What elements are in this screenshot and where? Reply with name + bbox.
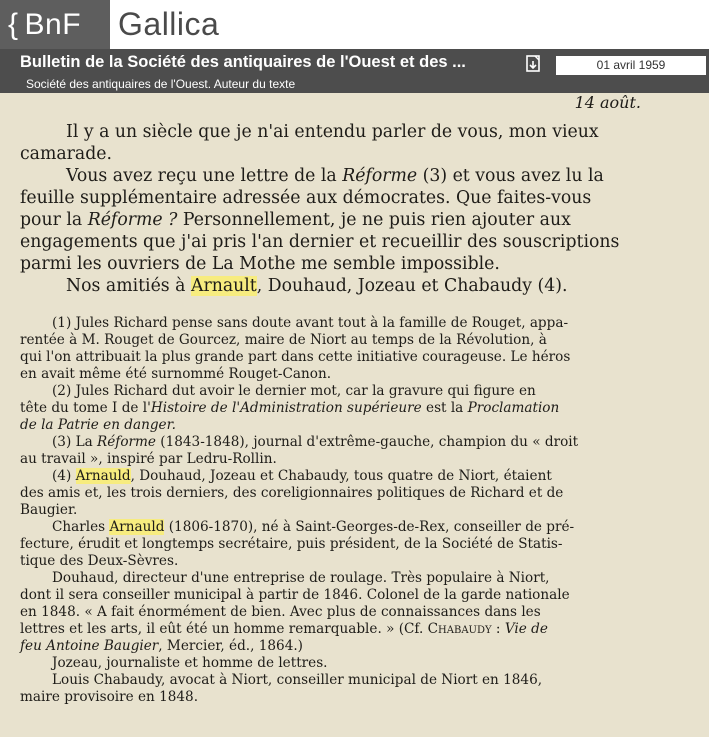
letter-line: pour la Réforme ? Personnellement, je ne puis rien ajouter aux	[20, 210, 571, 230]
footnote-line: des amis et, les trois derniers, des coreligionnaires politiques de Richard et de	[20, 485, 564, 501]
footnote-line: dont il sera conseiller municipal à partir de 1846. Colonel de la garde nationale	[20, 587, 570, 603]
footnote-line: (2) Jules Richard dut avoir le dernier mot, car la gravure qui figure en	[52, 383, 536, 399]
letter-line: feuille supplémentaire adressée aux démocrates. Que faites-vous	[20, 188, 592, 208]
letter-line: engagements que j'ai pris l'an dernier et recueillir des souscriptions	[20, 232, 620, 252]
footnote-line: qui l'on attribuait la plus grande part dans cette initiative courageuse. Le héros	[20, 349, 571, 365]
footnote-line: au travail », inspiré par Ledru-Rollin.	[20, 451, 277, 467]
footnote-line: Baugier.	[20, 502, 78, 518]
footnote-line: tête du tome I de l'Histoire de l'Administration supérieure est la Proclamation	[20, 400, 560, 416]
footnote-line: tique des Deux-Sèvres.	[20, 553, 179, 569]
document-info-bar	[0, 49, 709, 93]
footnote-line: (3) La Réforme (1843-1848), journal d'extrême-gauche, champion du « droit	[52, 434, 579, 450]
letter-line: camarade.	[20, 144, 113, 164]
letter-line: parmi les ouvriers de La Mothe me semble impossible.	[20, 254, 500, 274]
letter-line: Vous avez reçu une lettre de la Réforme (3) et vous avez lu la	[66, 166, 604, 186]
letter-line: Nos amitiés à Arnault, Douhaud, Jozeau et Chabaudy (4).	[66, 276, 568, 296]
footnote-line: en 1848. « A fait énormément de bien. Avec plus de connaissances dans les	[20, 604, 541, 620]
letter-date-heading: 14 août.	[574, 93, 641, 112]
letter-line: Il y a un siècle que je n'ai entendu parler de vous, mon vieux	[66, 122, 599, 142]
footnote-line: en avait même été surnommé Rouget-Canon.	[20, 366, 332, 382]
footnote-line: (1) Jules Richard pense sans doute avant tout à la famille de Rouget, appa-	[52, 315, 569, 331]
gallica-title[interactable]: Gallica	[118, 6, 220, 42]
footnote-line: (4) Arnauld, Douhaud, Jozeau et Chabaudy, tous quatre de Niort, étaient	[52, 468, 552, 484]
footnote-line: maire provisoire en 1848.	[20, 689, 199, 705]
document-page	[0, 93, 709, 737]
document-date[interactable]: 01 avril 1959	[556, 56, 706, 75]
footnote-line: fecture, érudit et longtemps secrétaire, puis président, de la Société de Statis-	[20, 536, 563, 552]
footnote-line: feu Antoine Baugier, Mercier, éd., 1864.)	[20, 638, 303, 654]
footnote-line: de la Patrie en danger.	[20, 417, 176, 433]
document-author[interactable]: Société des antiquaires de l'Ouest. Auteur du texte	[26, 77, 296, 91]
top-header	[0, 0, 709, 49]
bnf-logo[interactable]: { BnF	[0, 0, 110, 49]
footnote-line: Charles Arnauld (1806-1870), né à Saint-Georges-de-Rex, conseiller de pré-	[52, 519, 575, 535]
footnote-line: rentée à M. Rouget de Gourcez, maire de Niort au temps de la Révolution, à	[20, 332, 547, 348]
search-highlight: Arnault	[190, 276, 257, 296]
footnote-line: lettres et les arts, il eût été un homme remarquable. » (Cf. Chabaudy : Vie de	[20, 621, 548, 637]
search-highlight: Arnauld	[75, 468, 131, 484]
document-title[interactable]: Bulletin de la Société des antiquaires de l'Ouest et des ...	[20, 53, 466, 71]
footnote-line: Jozeau, journaliste et homme de lettres.	[52, 655, 328, 671]
footnote-line: Douhaud, directeur d'une entreprise de roulage. Très populaire à Niort,	[52, 570, 550, 586]
footnote-line: Louis Chabaudy, avocat à Niort, conseiller municipal de Niort en 1846,	[52, 672, 543, 688]
search-highlight: Arnauld	[109, 519, 165, 535]
pdf-download-icon[interactable]	[524, 54, 544, 74]
brace-icon: {	[8, 8, 19, 41]
